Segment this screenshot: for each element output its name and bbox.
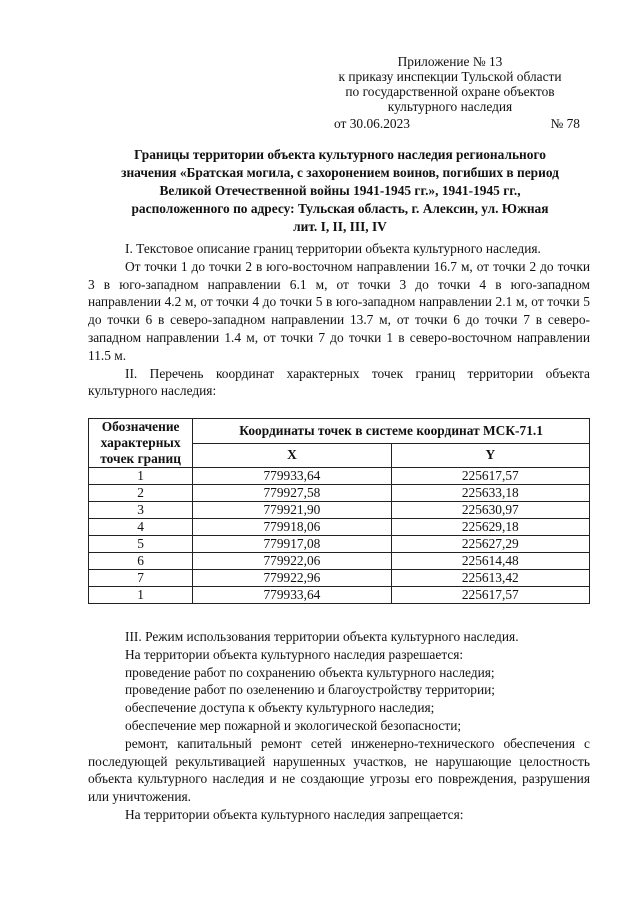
coordinates-table-body <box>89 468 590 604</box>
y-coordinate-cell: 225617,57 <box>391 468 589 485</box>
y-coordinate-cell: 225614,48 <box>391 553 589 570</box>
appendix-order-line: к приказу инспекции Тульской области <box>338 69 562 84</box>
y-coordinate-cell: 225617,57 <box>391 587 589 604</box>
table-row <box>89 553 590 570</box>
y-coordinate-cell: 225613,42 <box>391 570 589 587</box>
x-coordinate-cell: 779922,06 <box>193 553 391 570</box>
allowed-item: обеспечение мер пожарной и экологической безопасности; <box>125 717 462 733</box>
y-coordinate-cell: 225633,18 <box>391 485 589 502</box>
x-coordinate-cell: 779918,06 <box>193 519 391 536</box>
table-row <box>89 519 590 536</box>
order-date: от 30.06.2023 <box>334 116 410 131</box>
allowed-item: проведение работ по сохранению объекта культурного наследия; <box>125 664 495 680</box>
x-coordinate-cell: 779933,64 <box>193 587 391 604</box>
appendix-org-line-2: культурного наследия <box>387 99 513 114</box>
x-coordinate-cell: 779917,08 <box>193 536 391 553</box>
point-number-cell: 7 <box>89 570 193 587</box>
section-1 <box>88 240 590 400</box>
appendix-org-line: по государственной охране объектов <box>345 84 555 99</box>
section-3 <box>88 628 590 824</box>
point-number-cell: 6 <box>89 553 193 570</box>
table-row <box>89 587 590 604</box>
section-1-body: От точки 1 до точки 2 в юго-восточном направлении 16.7 м, от точки 2 до точки 3 в юго-западном направлении 6.1 м, от точки 3 до точки 4 в юго-западном направлении 4.2 м, от точки 4 до точки 5 в юго-западном направлении 2.1 м, от точки 5 до точки 6 в северо-западном направлении 13.7 м, от точки 6 до точки 7 в северо-западном направлении 1.4 м, от точки 7 до точки 1 в северо-восточном направлении 11.5 м. <box>88 258 590 363</box>
table-row <box>89 502 590 519</box>
x-coordinate-cell: 779927,58 <box>193 485 391 502</box>
allowed-item-repair: ремонт, капитальный ремонт сетей инженерно-технического обеспечения с последующей рекультивацией нарушенных участков, не нарушающие целостность объекта культурного наследия и не создающие угрозы его повреждения, разрушения или уничтожения. <box>88 735 590 805</box>
table-row <box>89 536 590 553</box>
title-line: расположенного по адресу: Тульская область, г. Алексин, ул. Южная <box>131 201 549 216</box>
y-coordinate-cell: 225627,29 <box>391 536 589 553</box>
title-line: Границы территории объекта культурного наследия регионального <box>134 147 546 162</box>
y-coordinate-cell: 225629,18 <box>391 519 589 536</box>
column-header-y: Y <box>391 443 589 468</box>
point-number-cell: 1 <box>89 468 193 485</box>
x-coordinate-cell: 779922,96 <box>193 570 391 587</box>
title-line: лит. I, II, III, IV <box>293 219 387 234</box>
section-3-heading: III. Режим использования территории объекта культурного наследия. <box>125 629 519 644</box>
title-line: значения «Братская могила, с захоронением воинов, погибших в период <box>121 165 559 180</box>
column-header-x: X <box>193 443 391 468</box>
appendix-title: Приложение № 13 <box>397 54 503 69</box>
forbidden-intro: На территории объекта культурного наследия запрещается: <box>125 806 464 822</box>
order-number: № 78 <box>550 116 580 131</box>
section-1-heading: I. Текстовое описание границ территории объекта культурного наследия. <box>125 241 541 256</box>
point-number-cell: 1 <box>89 587 193 604</box>
allowed-intro: На территории объекта культурного наследия разрешается: <box>125 646 464 662</box>
point-number-cell: 2 <box>89 485 193 502</box>
column-header-coords: Координаты точек в системе координат МСК-71.1 <box>193 419 590 444</box>
table-row <box>89 468 590 485</box>
x-coordinate-cell: 779933,64 <box>193 468 391 485</box>
section-2-heading: II. Перечень координат характерных точек границ территории объекта культурного наследия: <box>88 365 590 399</box>
allowed-item: проведение работ по озеленению и благоустройству территории; <box>125 682 496 698</box>
table-row <box>89 485 590 502</box>
coordinates-table <box>88 418 590 604</box>
allowed-item: обеспечение доступа к объекту культурного наследия; <box>125 700 435 716</box>
point-number-cell: 5 <box>89 536 193 553</box>
appendix-header <box>300 54 600 114</box>
point-number-cell: 4 <box>89 519 193 536</box>
column-header-point: Обозначение характерных точек границ <box>89 419 193 468</box>
table-row <box>89 570 590 587</box>
y-coordinate-cell: 225630,97 <box>391 502 589 519</box>
document-title <box>90 146 590 236</box>
title-line: Великой Отечественной войны 1941-1945 гг.», 1941-1945 гг., <box>159 183 521 198</box>
point-number-cell: 3 <box>89 502 193 519</box>
x-coordinate-cell: 779921,90 <box>193 502 391 519</box>
